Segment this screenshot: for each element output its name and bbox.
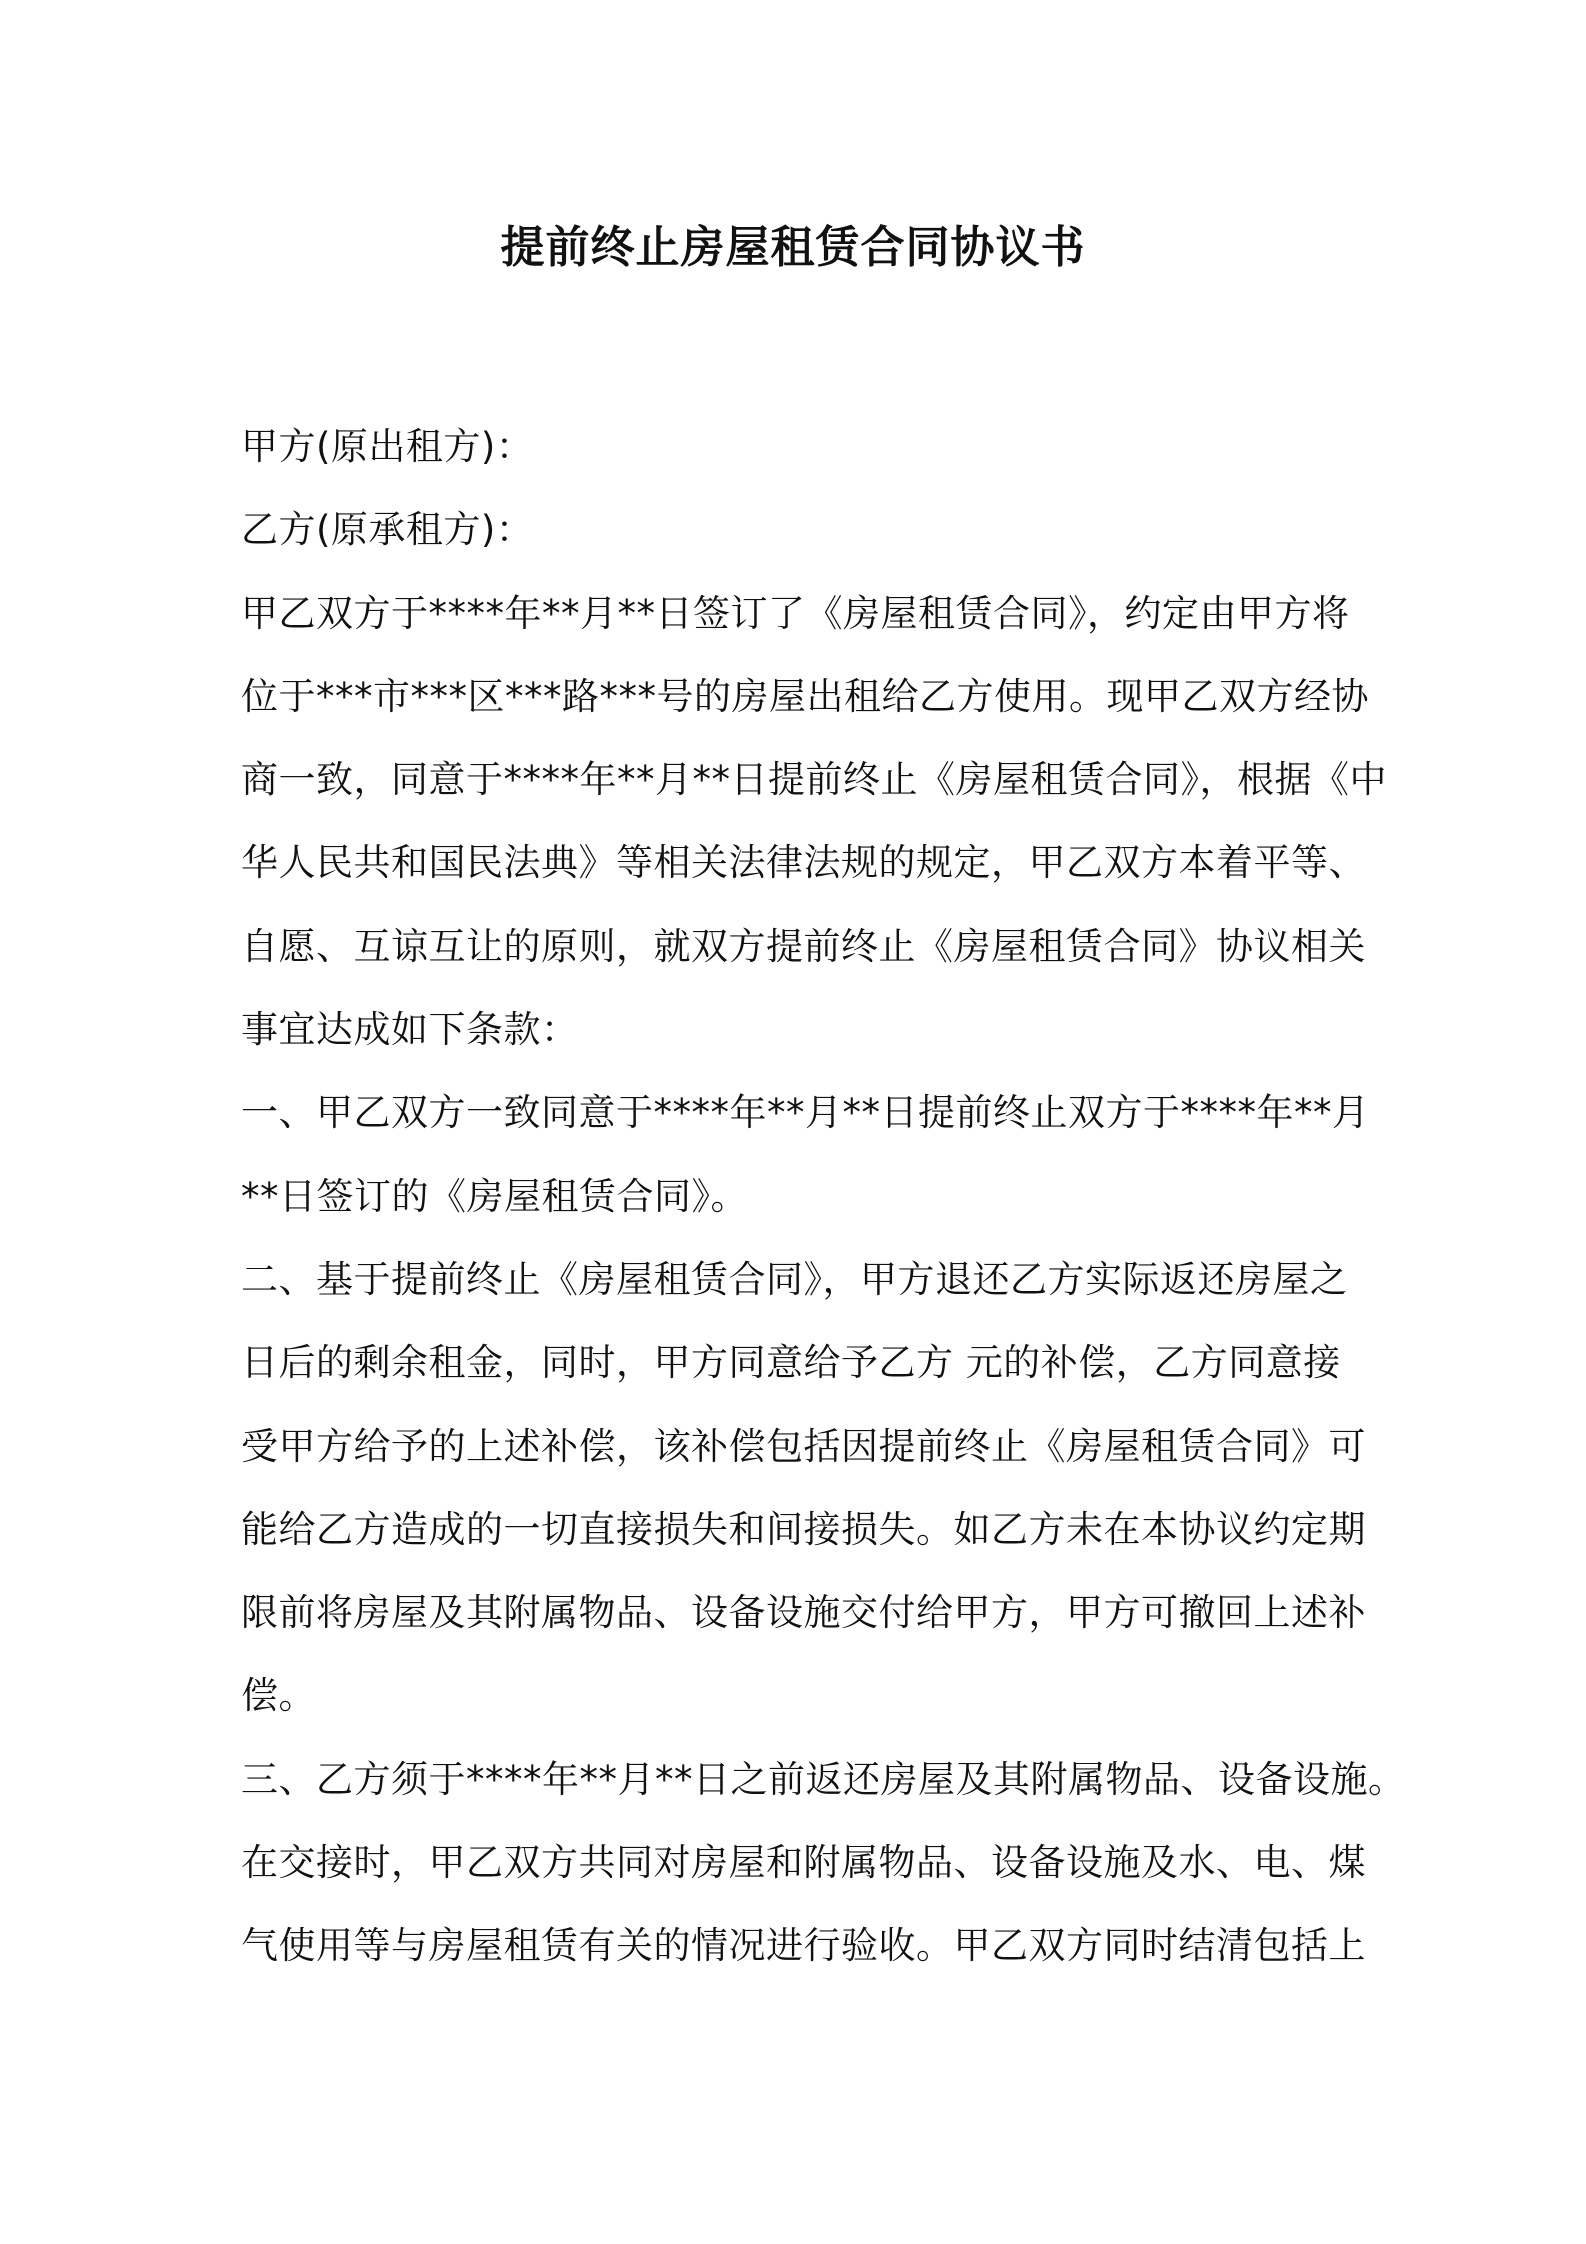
clause-1-line: **日签订的《房屋租赁合同》。 [241,1174,748,1218]
clause-2-line: 限前将房屋及其附属物品、设备设施交付给甲方，甲方可撤回上述补 [241,1591,1366,1635]
clause-1-line: 一、甲乙双方一致同意于****年**月**日提前终止双方于****年**月 [241,1091,1370,1135]
paragraph-line: 自愿、互谅互让的原则，就双方提前终止《房屋租赁合同》协议相关 [241,924,1366,968]
document-body [241,405,1406,1988]
paragraph-line: 事宜达成如下条款： [241,1008,579,1052]
party-b-line: 乙方(原承租方)： [241,508,534,552]
clause-3-line: 三、乙方须于****年**月**日之前返还房屋及其附属物品、设备设施。 [241,1757,1406,1801]
clause-2-line: 日后的剩余租金，同时，甲方同意给予乙方 元的补偿，乙方同意接 [241,1341,1341,1385]
party-a-line: 甲方(原出租方)： [241,425,534,468]
clause-2-line: 偿。 [241,1674,316,1718]
paragraph-line: 甲乙双方于****年**月**日签订了《房屋租赁合同》，约定由甲方将 [241,591,1350,635]
clause-2-line: 能给乙方造成的一切直接损失和间接损失。如乙方未在本协议约定期 [241,1507,1366,1551]
clause-3-line: 气使用等与房屋租赁有关的情况进行验收。甲乙双方同时结清包括上 [241,1924,1366,1968]
paragraph-line: 华人民共和国民法典》等相关法律法规的规定，甲乙双方本着平等、 [241,841,1366,885]
clause-2-line: 受甲方给予的上述补偿，该补偿包括因提前终止《房屋租赁合同》可 [241,1424,1366,1468]
clause-2-line: 二、基于提前终止《房屋租赁合同》，甲方退还乙方实际返还房屋之 [241,1257,1348,1301]
paragraph-line: 位于***市***区***路***号的房屋出租给乙方使用。现甲乙双方经协 [241,674,1369,718]
document-title: 提前终止房屋租赁合同协议书 [500,222,1086,273]
clause-3-line: 在交接时，甲乙双方共同对房屋和附属物品、设备设施及水、电、煤 [241,1841,1366,1885]
paragraph-line: 商一致，同意于****年**月**日提前终止《房屋租赁合同》，根据《中 [241,758,1387,802]
